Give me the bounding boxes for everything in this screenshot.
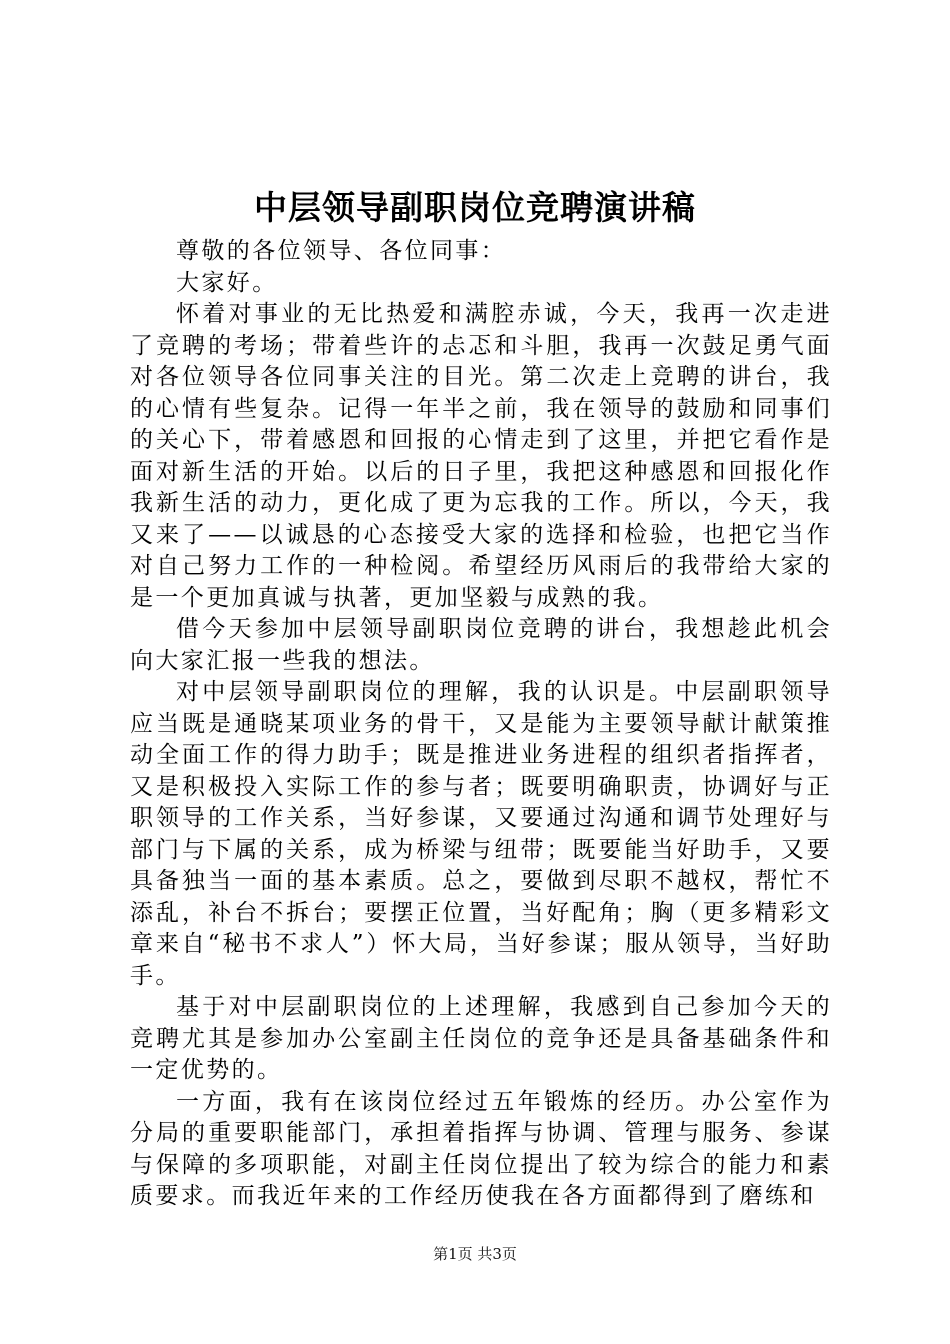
body-paragraph: 一方面，我有在该岗位经过五年锻炼的经历。办公室作为分局的重要职能部门，承担着指挥与协调、管理与服务、参谋与保障的多项职能，对副主任岗位提出了较为综合的能力和素质要求。而我近年来的工作经历使我在各方面都得到了磨练和: [130, 1088, 832, 1209]
document-body: [130, 236, 832, 1213]
page-number-footer: 第1页 共3页: [433, 1245, 517, 1263]
greeting: 大家好。: [176, 269, 278, 296]
body-paragraph: 怀着对事业的无比热爱和满腔赤诚，今天，我再一次走进了竞聘的考场；带着些许的忐忑和斗胆，我再一次鼓足勇气面对各位领导各位同事关注的目光。第二次走上竞聘的讲台，我的心情有些复杂。记得一年半之前，我在领导的鼓励和同事们的关心下，带着感恩和回报的心情走到了这里，并把它看作是面对新生活的开始。以后的日子里，我把这种感恩和回报化作我新生活的动力，更化成了更为忘我的工作。所以，今天，我又来了——以诚恳的心态接受大家的选择和检验，也把它当作对自己努力工作的一种检阅。希望经历风雨后的我带给大家的是一个更加真诚与执著，更加坚毅与成熟的我。: [130, 301, 832, 611]
document-title: 中层领导副职岗位竞聘演讲稿: [254, 188, 696, 227]
body-paragraph: 借今天参加中层领导副职岗位竞聘的讲台，我想趁此机会向大家汇报一些我的想法。: [130, 616, 832, 674]
body-paragraph: 基于对中层副职岗位的上述理解，我感到自己参加今天的竞聘尤其是参加办公室副主任岗位的竞争还是具备基础条件和一定优势的。: [130, 994, 832, 1083]
body-paragraph: 对中层领导副职岗位的理解，我的认识是。中层副职领导应当既是通晓某项业务的骨干，又是能为主要领导献计献策推动全面工作的得力助手；既是推进业务进程的组织者指挥者，又是积极投入实际工作的参与者；既要明确职责，协调好与正职领导的工作关系，当好参谋，又要通过沟通和调节处理好与部门与下属的关系，成为桥梁与纽带；既要能当好助手，又要具备独当一面的基本素质。总之，要做到尽职不越权，帮忙不添乱，补台不拆台；要摆正位置，当好配角；胸（更多精彩文章来自“秘书不求人”）怀大局，当好参谋；服从领导，当好助手。: [130, 679, 832, 989]
salutation: 尊敬的各位领导、各位同事：: [176, 238, 507, 264]
